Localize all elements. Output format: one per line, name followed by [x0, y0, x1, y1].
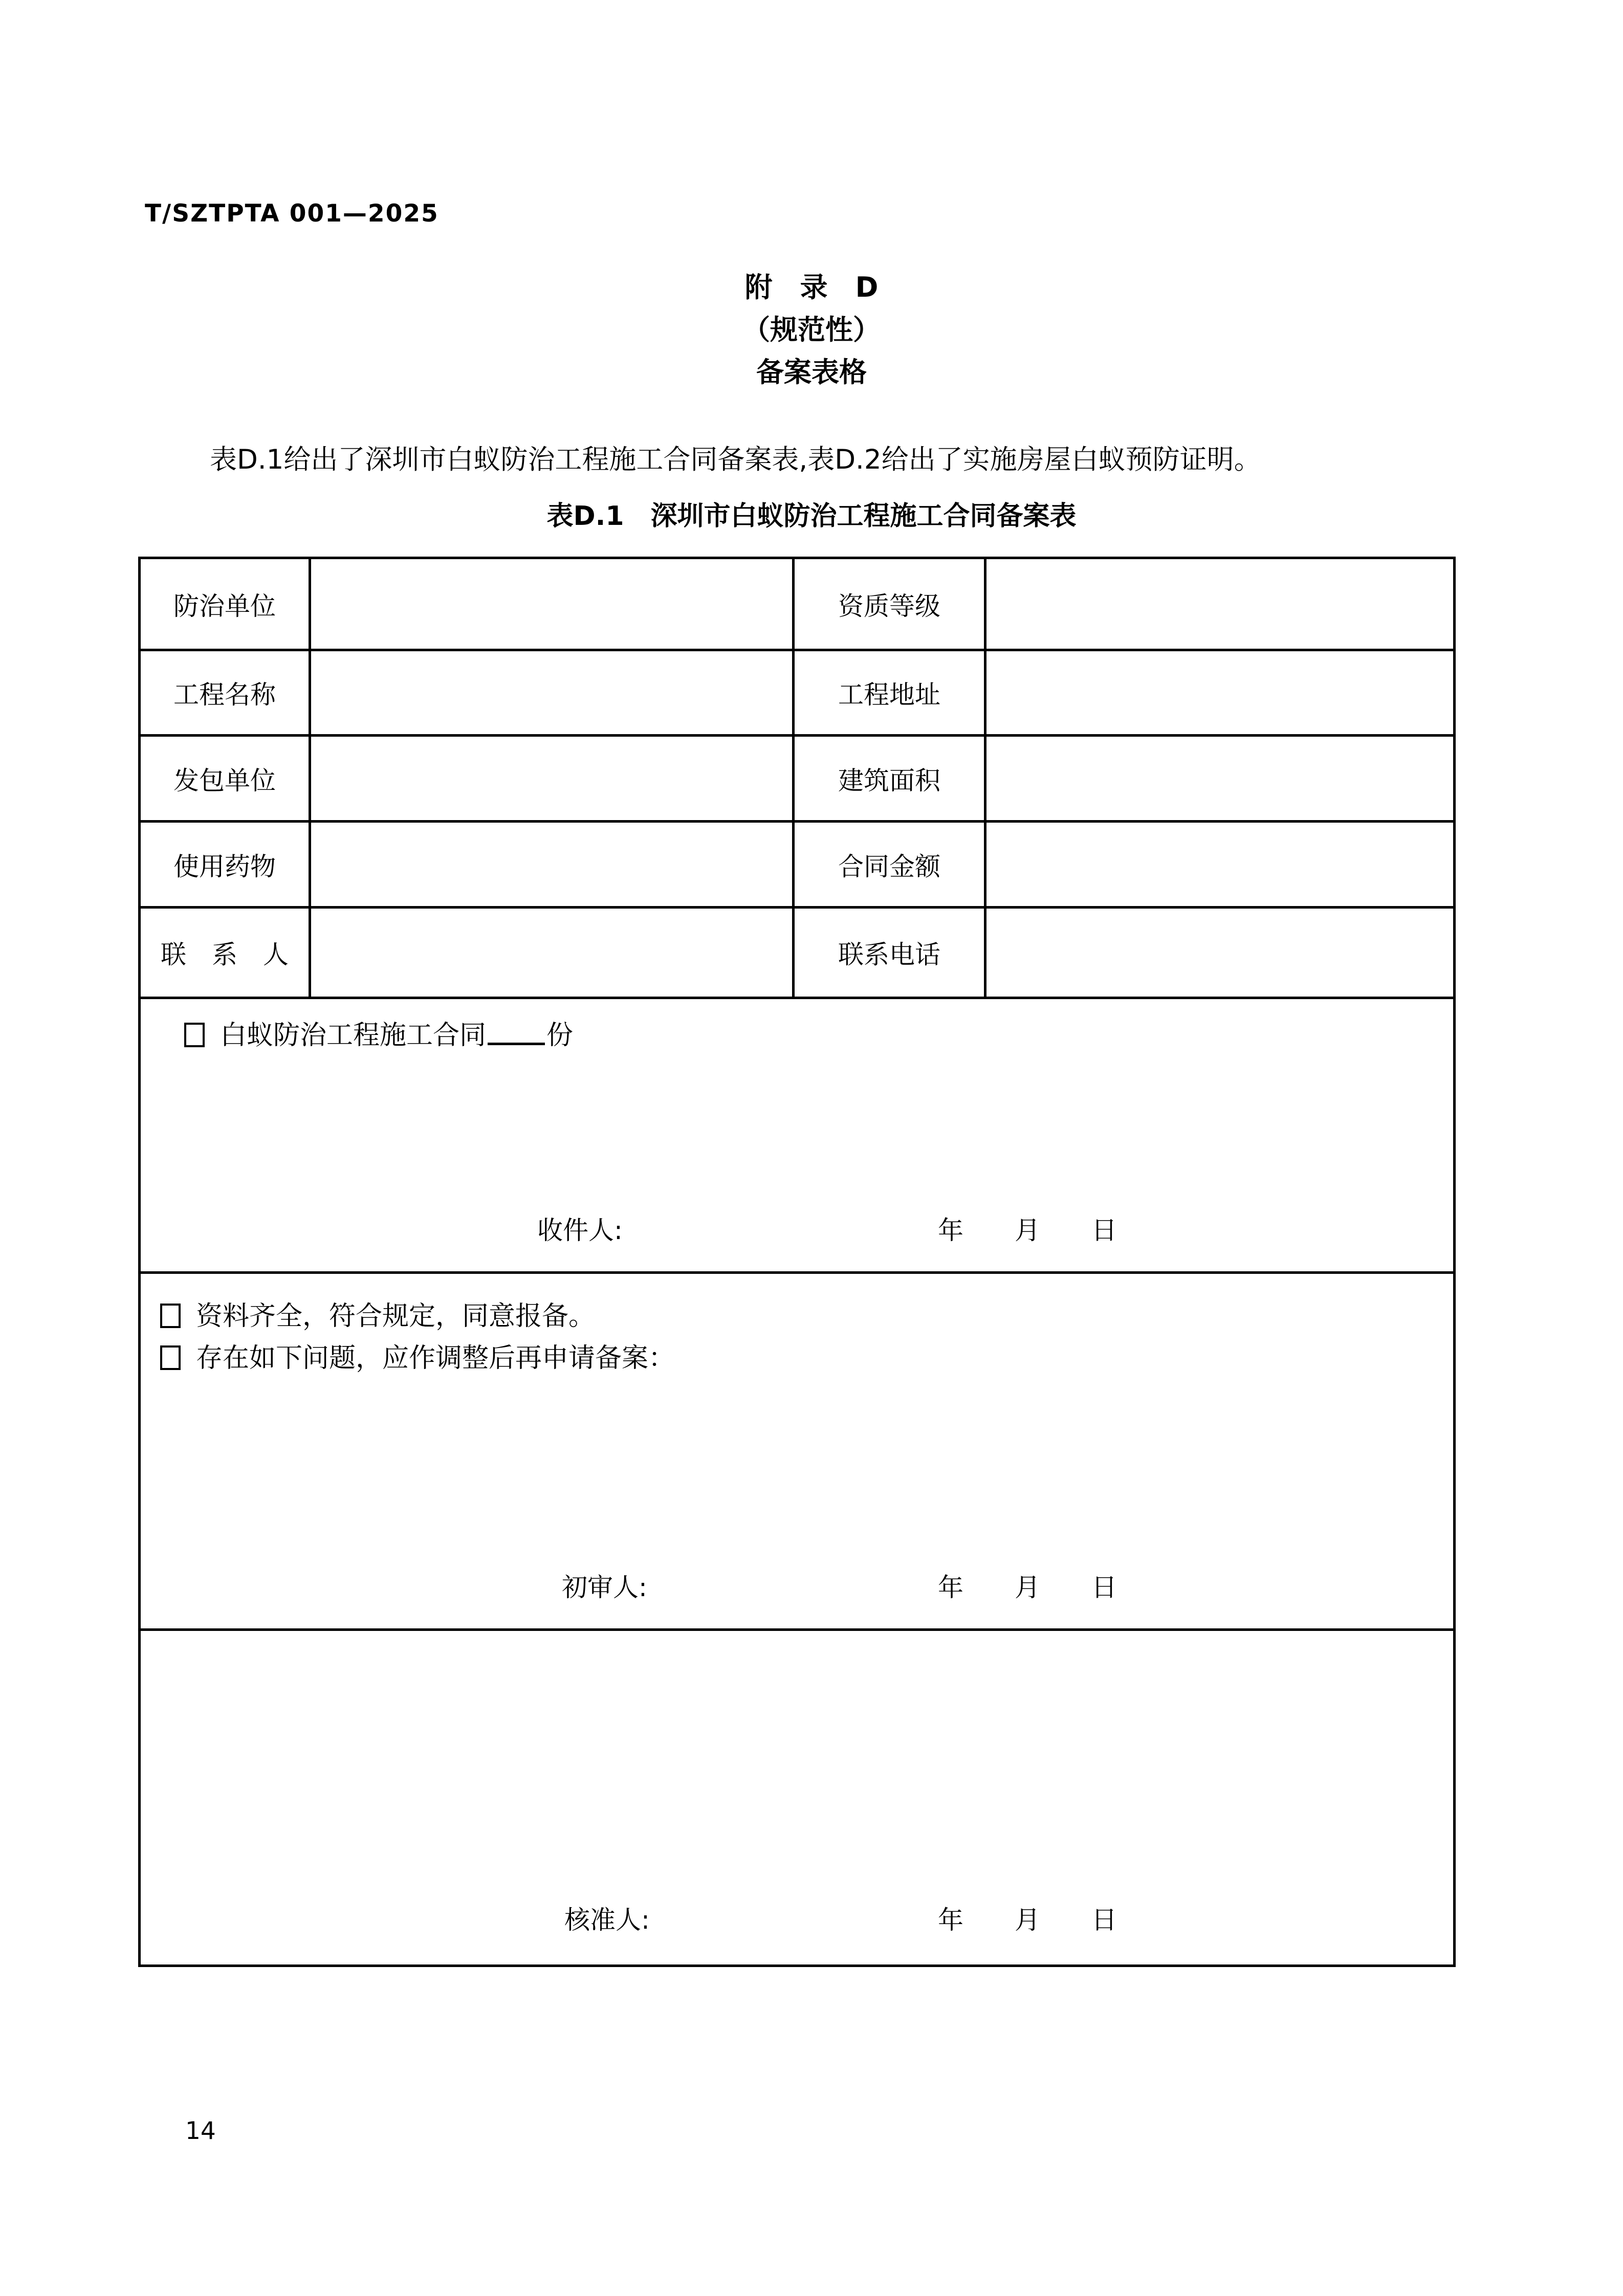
initial-reviewer-signature-label: 初审人:	[562, 1573, 647, 1602]
review-option-issues-line	[160, 1336, 675, 1375]
checkbox-icon	[184, 1023, 205, 1047]
initial-reviewer-date-line	[938, 1567, 1117, 1604]
field-value-control-unit	[310, 558, 794, 650]
field-label-project-address: 工程地址	[794, 650, 985, 736]
review-section	[140, 1273, 1455, 1630]
standard-code: T/SZTPTA 001—2025	[145, 200, 439, 228]
checkbox-icon	[160, 1304, 181, 1328]
appendix-subtitle: 备案表格	[756, 356, 867, 388]
table-row	[140, 650, 1455, 736]
field-label-chemicals-used: 使用药物	[140, 822, 310, 908]
submitted-materials-label: 白蚁防治工程施工合同	[220, 1020, 487, 1051]
table-row	[140, 908, 1455, 998]
appendix-normative-label: （规范性）	[742, 314, 881, 346]
review-option-approved-label: 资料齐全，符合规定，同意报备。	[196, 1301, 596, 1332]
date-month-char: 月	[1015, 1573, 1040, 1602]
date-month-char: 月	[1015, 1216, 1040, 1245]
appendix-title: 附 录 D	[744, 271, 879, 303]
field-label-contact-phone: 联系电话	[794, 908, 985, 998]
field-value-contact-phone	[985, 908, 1455, 998]
intro-paragraph: 表D.1给出了深圳市白蚁防治工程施工合同备案表,表D.2给出了实施房屋白蚁预防证明。	[210, 444, 1261, 475]
table-row	[140, 558, 1455, 650]
review-option-issues-label: 存在如下问题，应作调整后再申请备案：	[196, 1343, 675, 1374]
date-day-char: 日	[1091, 1573, 1117, 1602]
checkbox-icon	[160, 1345, 181, 1370]
date-day-char: 日	[1091, 1905, 1117, 1935]
field-value-project-address	[985, 650, 1455, 736]
date-year-char: 年	[938, 1573, 963, 1602]
field-value-contact-person	[310, 908, 794, 998]
field-value-contract-amount	[985, 822, 1455, 908]
field-value-project-name	[310, 650, 794, 736]
field-label-building-area: 建筑面积	[794, 736, 985, 822]
appendix-title-block	[0, 266, 1623, 393]
review-section-row	[140, 1273, 1455, 1630]
field-label-control-unit: 防治单位	[140, 558, 310, 650]
field-label-contract-issuer: 发包单位	[140, 736, 310, 822]
approval-section-row	[140, 1630, 1455, 1966]
field-label-project-name: 工程名称	[140, 650, 310, 736]
filing-form-table	[138, 557, 1456, 1967]
receiver-date-line	[938, 1210, 1117, 1247]
date-year-char: 年	[938, 1905, 963, 1935]
date-day-char: 日	[1091, 1216, 1117, 1245]
field-value-building-area	[985, 736, 1455, 822]
table-caption: 表D.1 深圳市白蚁防治工程施工合同备案表	[546, 501, 1077, 532]
field-label-qualification-level: 资质等级	[794, 558, 985, 650]
page-number: 14	[185, 2117, 216, 2145]
approver-date-line	[938, 1900, 1117, 1936]
date-month-char: 月	[1015, 1905, 1040, 1935]
field-value-chemicals-used	[310, 822, 794, 908]
submitted-materials-unit: 份	[546, 1020, 574, 1051]
table-row	[140, 736, 1455, 822]
table-row	[140, 822, 1455, 908]
submitted-materials-line	[184, 1013, 573, 1052]
review-option-approved-line	[160, 1294, 595, 1333]
field-value-qualification-level	[985, 558, 1455, 650]
blank-underline	[488, 1043, 545, 1045]
field-label-contact-person: 联 系 人	[140, 908, 310, 998]
submission-section-row	[140, 998, 1455, 1273]
receiver-signature-label: 收件人:	[537, 1216, 623, 1245]
date-year-char: 年	[938, 1216, 963, 1245]
approver-signature-label: 核准人:	[564, 1905, 650, 1935]
field-value-contract-issuer	[310, 736, 794, 822]
field-label-contract-amount: 合同金额	[794, 822, 985, 908]
submission-section	[140, 998, 1455, 1273]
approval-section	[140, 1630, 1455, 1966]
